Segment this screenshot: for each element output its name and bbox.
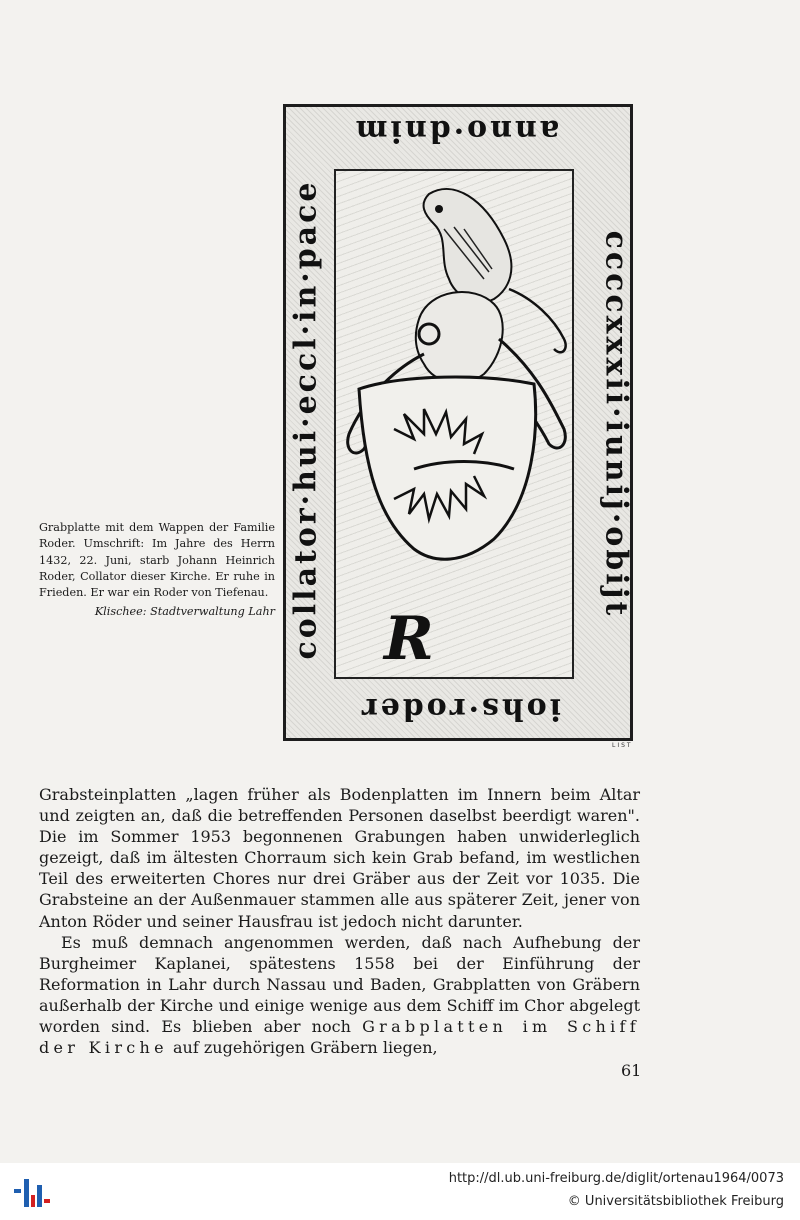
paragraph-2-start: Es muß demnach angenommen werden, daß nach Aufhebung der Burgheimer Kaplanei, spätestens 1558 bei der Einführung der Reformation in Lahr durch Nassau und Baden, Grabplatten von Gräbern außerhalb der Kirche und einige wenige aus dem Schiff im Chor abgelegt worden sind. Es blieben aber noch	[39, 932, 640, 1037]
monogram-letter: R	[384, 604, 434, 674]
artist-signature: LIST	[612, 742, 633, 749]
caption-text: Grabplatte mit dem Wappen der Familie Roder. Umschrift: Im Jahre des Herrn 1432, 22. Juni, starb Johann Heinrich Roder, Collator dieser Kirche. Er ruhe in Frieden. Er war ein Roder von Tiefenau.	[39, 521, 275, 600]
paragraph-2-spaced-emphasis: Grabplatten im Schiff der Kirche	[39, 1017, 640, 1058]
figure-caption	[39, 520, 275, 621]
slab-inscription-top: anno·dnim	[352, 113, 560, 148]
slab-inscription-right: ccccxxxii·iunij·obijt	[598, 230, 634, 619]
viewer-footer	[0, 1163, 800, 1220]
paragraph-2-end: auf zugehörigen Gräbern liegen,	[173, 1038, 438, 1058]
grave-slab-illustration	[283, 104, 633, 741]
slab-inscription-left: collator·hui·eccl·in·pace	[288, 179, 324, 660]
permalink-url[interactable]: http://dl.ub.uni-freiburg.de/diglit/ortenau1964/0073	[448, 1171, 784, 1186]
paragraph-1: Grabsteinplatten „lagen früher als Bodenplatten im Innern beim Altar und zeigten an, daß die betreffenden Personen daselbst beerdigt waren". Die im Sommer 1953 begonnenen Grabungen haben unwiderleglich gezeigt, daß im ältesten Chorraum sich kein Grab befand, im westlichen Teil des erweiterten Chores nur drei Gräber aus der Zeit vor 1035. Die Grabsteine an der Außenmauer stammen alle aus späterer Zeit, jener von Anton Röder und seiner Hausfrau ist jedoch nicht darunter.	[39, 785, 640, 931]
caption-credit: Klischee: Stadtverwaltung Lahr	[94, 605, 275, 619]
copyright-notice: © Universitätsbibliothek Freiburg	[567, 1194, 784, 1209]
ub-freiburg-logo-icon	[12, 1175, 52, 1211]
coat-of-arms-drawing	[334, 169, 574, 679]
helmet	[416, 292, 503, 383]
paragraph-2	[39, 932, 640, 1059]
page-number: 61	[621, 1061, 642, 1080]
body-text	[39, 784, 640, 1058]
slab-inscription-bottom: iohs·roder	[358, 691, 562, 726]
